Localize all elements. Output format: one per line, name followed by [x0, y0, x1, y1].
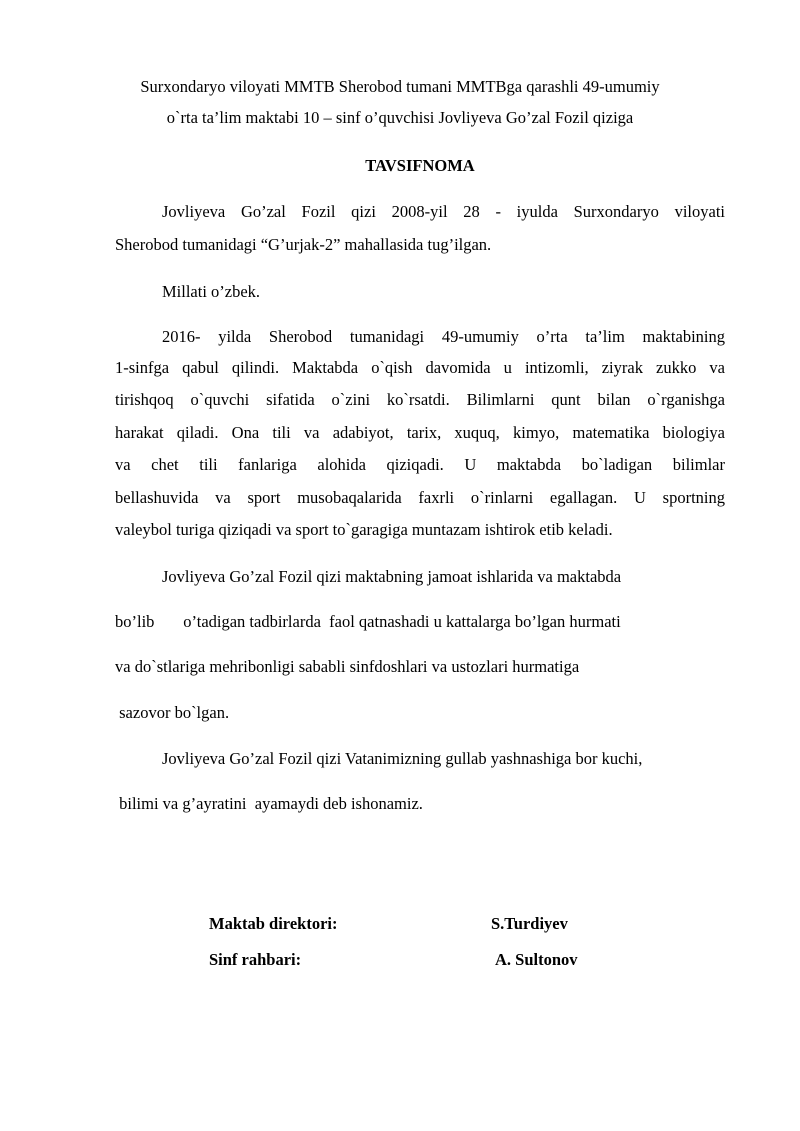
paragraph-1-line-1: Jovliyeva Go’zal Fozil qizi 2008-yil 28 - iyulda Surxondaryo viloyati: [162, 202, 725, 221]
paragraph-3-line-6: bellashuvida va sport musobaqalarida faxrli o`rinlarni egallagan. U sportning: [115, 488, 725, 507]
class-teacher-label: Sinf rahbari:: [209, 950, 302, 969]
paragraph-4-line-4: sazovor bo`lgan.: [115, 703, 230, 722]
paragraph-5-line-2: bilimi va g’ayratini ayamaydi deb ishonamiz.: [115, 794, 423, 813]
header-line-2: o`rta ta’lim maktabi 10 – sinf o’quvchisi Jovliyeva Go’zal Fozil qiziga: [166, 108, 634, 127]
paragraph-2-line-1: Millati o’zbek.: [162, 282, 261, 301]
paragraph-3-line-2: 1-sinfga qabul qilindi. Maktabda o`qish davomida u intizomli, ziyrak zukko va: [115, 358, 725, 377]
paragraph-3-line-5: va chet tili fanlariga alohida qiziqadi. U maktabda bo`ladigan bilimlar: [115, 455, 725, 474]
paragraph-4-line-1: Jovliyeva Go’zal Fozil qizi maktabning jamoat ishlarida va maktabda: [162, 567, 622, 586]
paragraph-3-line-4: harakat qiladi. Ona tili va adabiyot, tarix, xuquq, kimyo, matematika biologiya: [115, 423, 725, 442]
paragraph-4-line-3: va do`stlariga mehribonligi sababli sinfdoshlari va ustozlari hurmatiga: [115, 657, 580, 676]
director-label: Maktab direktori:: [209, 914, 338, 933]
class-teacher-name: A. Sultonov: [495, 950, 578, 969]
paragraph-3-line-3: tirishqoq o`quvchi sifatida o`zini ko`rsatdi. Bilimlarni qunt bilan o`rganishga: [115, 390, 725, 409]
paragraph-5-line-1: Jovliyeva Go’zal Fozil qizi Vatanimizning gullab yashnashiga bor kuchi,: [162, 749, 643, 768]
paragraph-3-line-1: 2016- yilda Sherobod tumanidagi 49-umumiy o’rta ta’lim maktabining: [162, 327, 725, 346]
header-line-1: Surxondaryo viloyati MMTB Sherobod tumani MMTBga qarashli 49-umumiy: [140, 77, 660, 96]
paragraph-4-line-2: bo’lib o’tadigan tadbirlarda faol qatnashadi u kattalarga bo’lgan hurmati: [115, 612, 621, 631]
document-title: TAVSIFNOMA: [365, 156, 475, 175]
paragraph-1-line-2: Sherobod tumanidagi “G’urjak-2” mahallasida tug’ilgan.: [115, 235, 492, 254]
director-name: S.Turdiyev: [491, 914, 568, 933]
paragraph-3-line-7: valeybol turiga qiziqadi va sport to`garagiga muntazam ishtirok etib keladi.: [115, 520, 613, 539]
